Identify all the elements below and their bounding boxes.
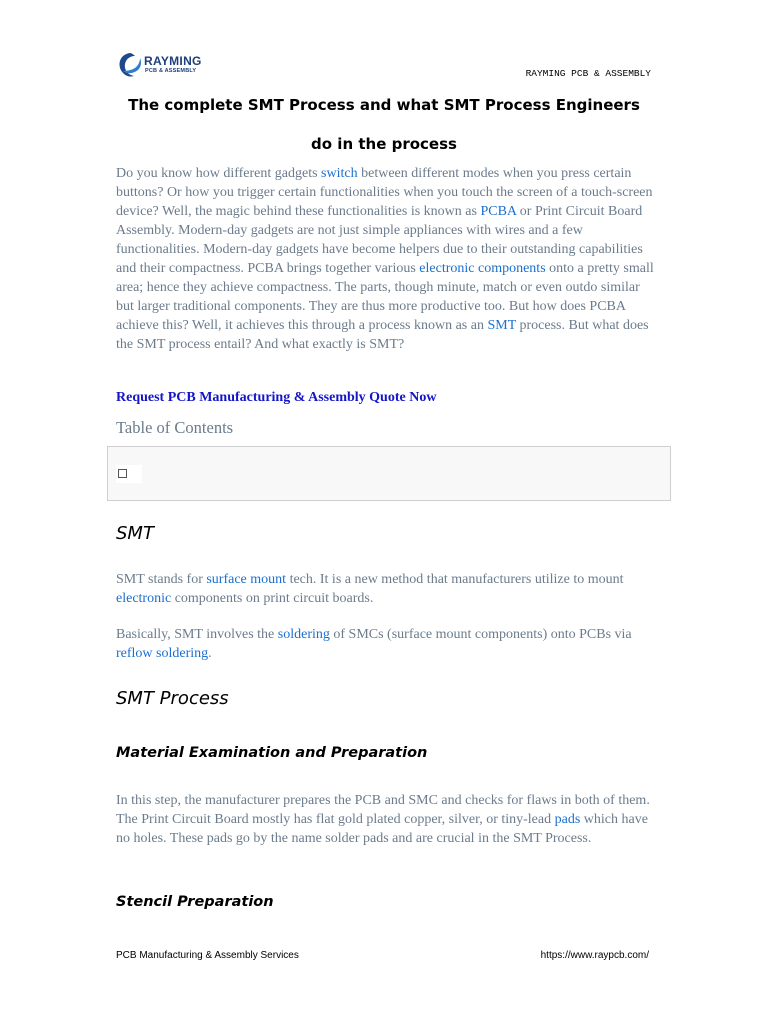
- toc-container: [107, 446, 671, 501]
- link-electronic[interactable]: electronic: [116, 591, 172, 606]
- header-company-name: RAYMING PCB & ASSEMBLY: [525, 68, 651, 79]
- request-quote-link[interactable]: Request PCB Manufacturing & Assembly Quote Now: [116, 390, 437, 405]
- rayming-logo[interactable]: [117, 51, 237, 81]
- page-title-line-2: do in the process: [311, 135, 457, 153]
- link-surface-mount[interactable]: surface mount: [206, 572, 287, 587]
- link-electronic-components[interactable]: electronic components: [419, 261, 546, 276]
- heading-stencil-preparation: Stencil Preparation: [116, 894, 274, 910]
- link-soldering[interactable]: soldering: [277, 627, 330, 642]
- link-switch[interactable]: switch: [321, 166, 358, 181]
- footer-url[interactable]: https://www.raypcb.com/: [540, 950, 649, 961]
- smt-paragraph-1: SMT stands for surface mount tech. It is a new method that manufacturers utilize to mount electronic components on print circuit boards.: [116, 572, 624, 606]
- heading-smt-process: SMT Process: [116, 688, 229, 709]
- heading-material-examination: Material Examination and Preparation: [116, 745, 428, 761]
- logo-subtitle: PCB & ASSEMBLY: [145, 68, 197, 74]
- material-paragraph: In this step, the manufacturer prepares the PCB and SMC and checks for flaws in both of them. The Print Circuit Board mostly has flat gold plated copper, silver, or tiny-lead pads which have no holes. These pads go by the name solder pads and are crucial in the SMT Process.: [116, 793, 650, 846]
- logo-swirl-icon: [117, 51, 143, 79]
- heading-smt: SMT: [116, 523, 154, 544]
- logo-name: RAYMING: [144, 54, 202, 68]
- link-reflow-soldering[interactable]: reflow soldering: [116, 646, 209, 661]
- checkbox-icon: [118, 469, 127, 478]
- link-pads[interactable]: pads: [554, 812, 581, 827]
- toc-title: Table of Contents: [116, 418, 234, 437]
- toc-toggle-button[interactable]: [116, 465, 142, 483]
- link-pcba[interactable]: PCBA: [480, 204, 517, 219]
- smt-paragraph-2: Basically, SMT involves the soldering of SMCs (surface mount components) onto PCBs via reflow soldering.: [116, 627, 632, 661]
- page-title-line-1: The complete SMT Process and what SMT Process Engineers: [128, 96, 640, 114]
- link-smt[interactable]: SMT: [487, 318, 517, 333]
- footer-services: PCB Manufacturing & Assembly Services: [116, 950, 299, 961]
- intro-paragraph: Do you know how different gadgets switch between different modes when you press certain buttons? Or how you trigger certain functionalities when you touch the screen of a touch-screen device? Well, the magic behind these functionalities is known as PCBA or Print Circuit Board Assembly. Modern-day gadgets are not just simple appliances with wires and a few functionalities. Modern-day gadgets have become helpers due to their outstanding capabilities and their compactness. PCBA brings together various electronic components onto a pretty small area; hence they achieve compactness. The parts, though minute, match or even outdo similar but larger traditional components. They are thus more productive too. But how does PCBA achieve this? Well, it achieves this through a process known as an SMT process. But what does the SMT process entail? And what exactly is SMT?: [116, 166, 654, 352]
